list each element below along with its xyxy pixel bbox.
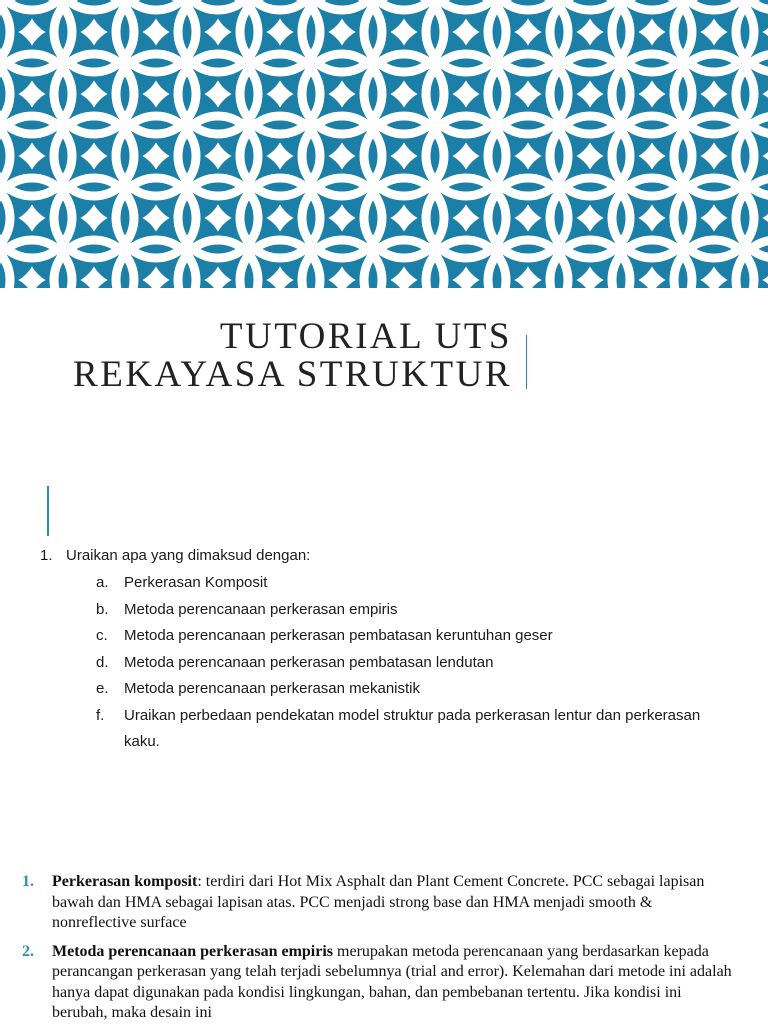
item-letter: a. (96, 574, 109, 591)
header-pattern (0, 0, 768, 288)
item-letter: f. (96, 706, 105, 724)
question-prompt: Uraikan apa yang dimaksud dengan: (66, 546, 311, 564)
title-line-1: TUTORIAL UTS (219, 316, 512, 357)
item-text: Metoda perencanaan perkerasan empiris (124, 600, 398, 618)
item-letter: d. (96, 653, 109, 671)
item-text: Metoda perencanaan perkerasan pembatasan keruntuhan geser (124, 627, 553, 644)
answer-body (52, 872, 738, 934)
answer-number: 2. (22, 942, 34, 960)
question-items (40, 570, 740, 756)
title-line-2: REKAYASA STRUKTUR (73, 354, 512, 395)
answer-number: 1. (22, 873, 34, 890)
question-item (96, 676, 740, 703)
question-item (96, 597, 740, 624)
answer-list (22, 872, 758, 1032)
item-text: Metoda perencanaan perkerasan pembatasan lendutan (124, 653, 494, 671)
answer-text: merupakan metoda perencanaan yang berdasarkan kepada perancangan perkerasan yang telah terjadi sebelumnya (trial and error). Kelemahan dari metode ini adalah hanya dapat digunakan pada kondisi lingkungan, bahan, dan pembebanan tertentu. Jika kondisi ini berubah, maka desain ini (52, 942, 732, 1021)
item-text: Metoda perencanaan perkerasan mekanistik (124, 680, 421, 697)
slide-title (40, 318, 512, 394)
question-header (40, 544, 740, 566)
answer-term: Metoda perencanaan perkerasan empiris (52, 942, 334, 960)
section-divider (47, 486, 49, 536)
answer-item (22, 942, 758, 1024)
answer-body (52, 942, 738, 1024)
item-text: Perkerasan Komposit (124, 574, 268, 591)
question-item (96, 703, 740, 756)
question-image (40, 544, 740, 756)
item-letter: e. (96, 680, 109, 697)
question-item (96, 570, 740, 597)
item-letter: c. (96, 627, 108, 644)
question-number: 1. (40, 546, 53, 564)
answer-item (22, 872, 758, 934)
item-letter: b. (96, 600, 109, 618)
question-item (96, 650, 740, 677)
circle-lattice-pattern (0, 0, 768, 288)
item-text: Uraikan perbedaan pendekatan model struktur pada perkerasan lentur dan perkerasan kaku. (124, 706, 701, 750)
question-item (96, 623, 740, 650)
title-divider (526, 335, 527, 389)
answer-text: : terdiri dari Hot Mix Asphalt dan Plant Cement Concrete. PCC sebagai lapisan bawah dan HMA sebagai lapisan atas. PCC menjadi strong base dan HMA menjadi smooth & nonreflective surface (52, 873, 705, 931)
answer-term: Perkerasan komposit (52, 873, 198, 890)
